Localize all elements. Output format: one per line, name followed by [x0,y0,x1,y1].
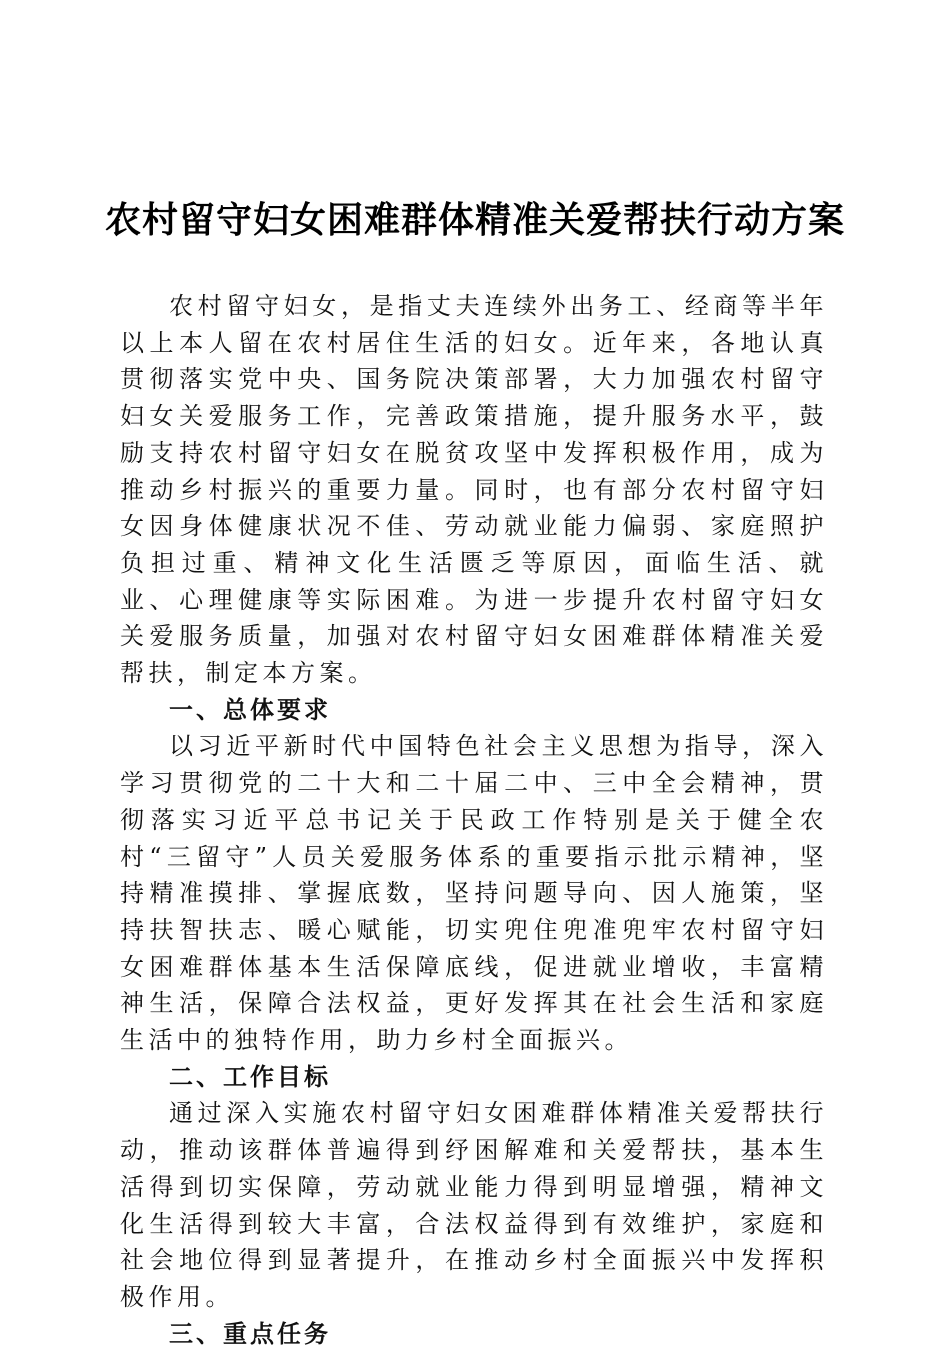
section-heading-key-tasks: 三、重点任务 [169,1319,331,1348]
section-heading-overall-requirements: 一、总体要求 [169,695,331,724]
section-heading-work-goals: 二、工作目标 [169,1062,331,1091]
section-paragraph-work-goals: 通过深入实施农村留守妇女困难群体精准关爱帮扶行动，推动该群体普遍得到纾困解难和关爱帮扶，基本生活得到切实保障，劳动就业能力得到明显增强，精神文化生活得到较大丰富，合法权益得到有效维护，家庭和社会地位得到显著提升，在推动乡村全面振兴中发挥积极作用。 [120,1099,828,1311]
intro-paragraph: 农村留守妇女，是指丈夫连续外出务工、经商等半年以上本人留在农村居住生活的妇女。近年来，各地认真贯彻落实党中央、国务院决策部署，大力加强农村留守妇女关爱服务工作，完善政策措施，提升服务水平，鼓励支持农村留守妇女在脱贫攻坚中发挥积极作用，成为推动乡村振兴的重要力量。同时，也有部分农村留守妇女因身体健康状况不佳、劳动就业能力偏弱、家庭照护负担过重、精神文化生活匮乏等原因，面临生活、就业、心理健康等实际困难。为进一步提升农村留守妇女关爱服务质量，加强对农村留守妇女困难群体精准关爱帮扶，制定本方案。 [120,292,828,688]
document-title: 农村留守妇女困难群体精准关爱帮扶行动方案 [104,199,845,241]
section-paragraph-overall-requirements: 以习近平新时代中国特色社会主义思想为指导，深入学习贯彻党的二十大和二十届二中、三中全会精神，贯彻落实习近平总书记关于民政工作特别是关于健全农村“三留守”人员关爱服务体系的重要指示批示精神，坚持精准摸排、掌握底数，坚持问题导向、因人施策，坚持扶智扶志、暖心赋能，切实兜住兜准兜牢农村留守妇女困难群体基本生活保障底线，促进就业增收，丰富精神生活，保障合法权益，更好发挥其在社会生活和家庭生活中的独特作用，助力乡村全面振兴。 [120,732,828,1055]
document-body [120,288,828,1352]
